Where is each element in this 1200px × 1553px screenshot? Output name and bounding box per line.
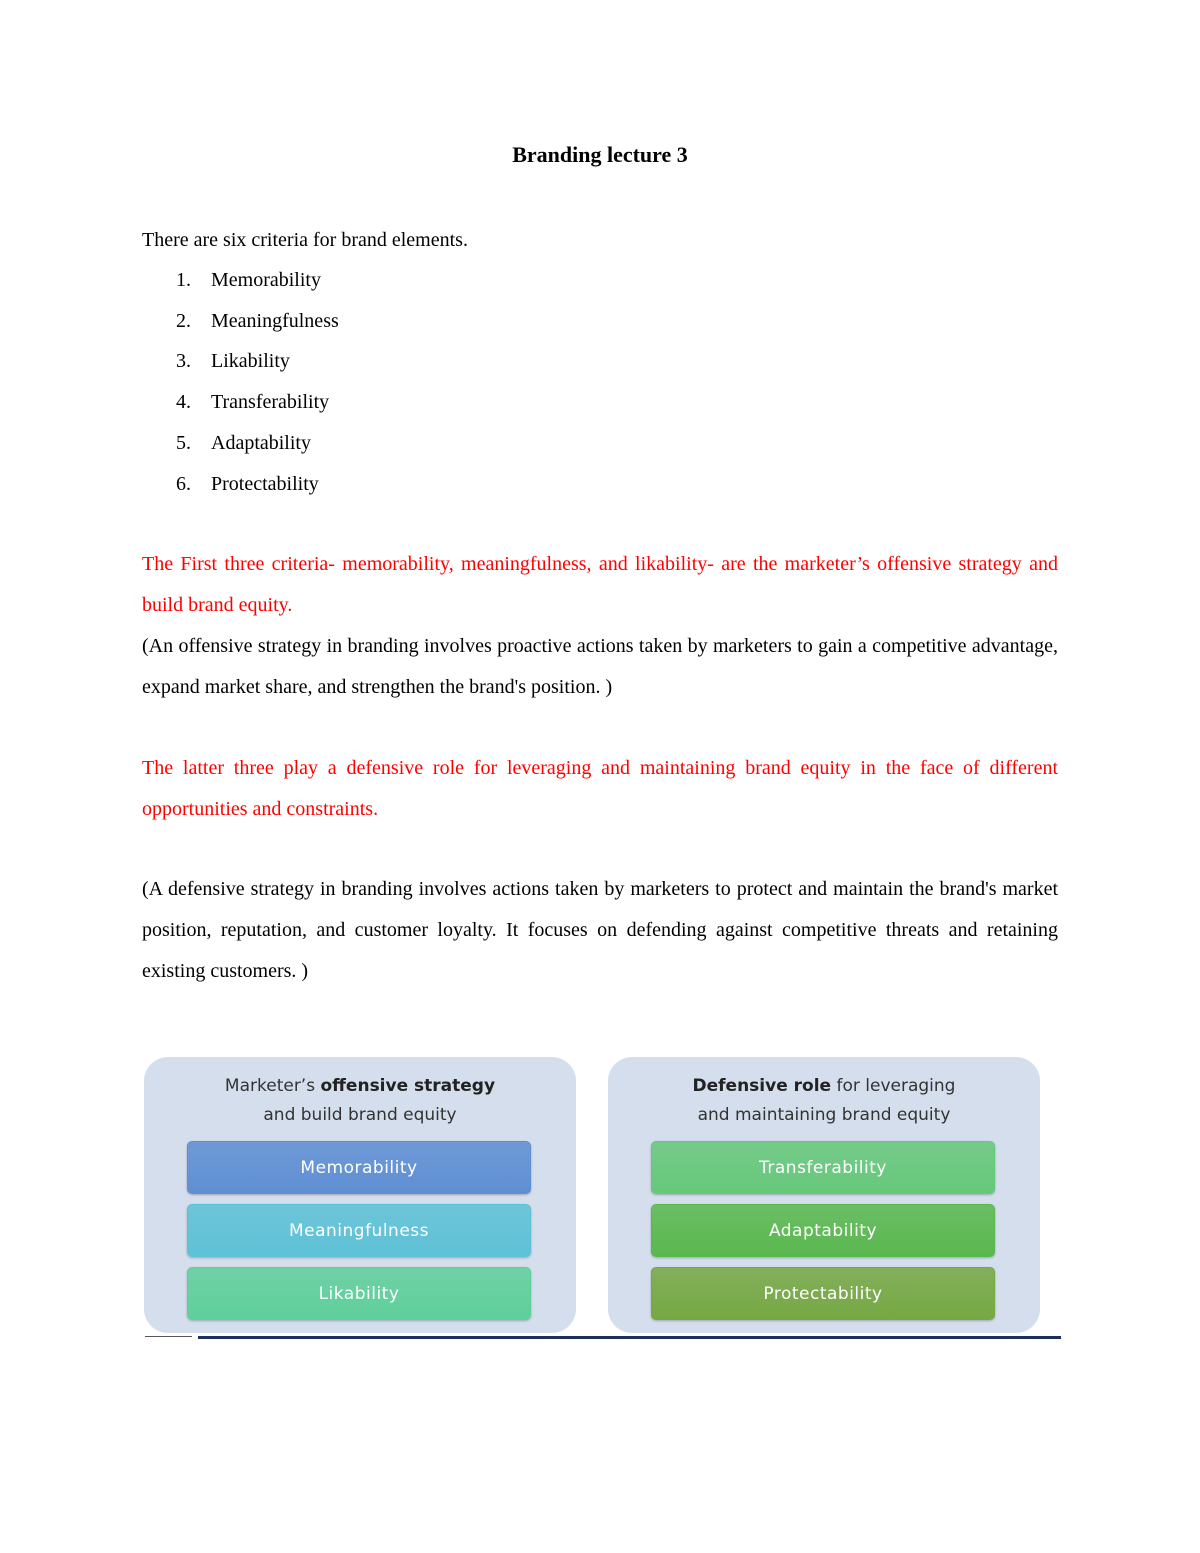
- diagram-underline-short: [145, 1336, 192, 1337]
- defensive-title-bold: Defensive role: [692, 1076, 832, 1096]
- defensive-criteria-paragraph: The latter three play a defensive role for leveraging and maintaining brand equity in the face of different opportunities and constraints.: [142, 757, 1058, 820]
- protectability-box: Protectability: [651, 1267, 995, 1320]
- offensive-title-line2: and build brand equity: [263, 1105, 457, 1125]
- adaptability-box: Adaptability: [651, 1204, 995, 1257]
- criteria-item: [142, 423, 339, 464]
- criteria-item: [142, 464, 339, 505]
- offensive-panel-title: [144, 1057, 576, 1130]
- criteria-label: Meaningfulness: [211, 309, 339, 332]
- criteria-number: 5.: [176, 431, 191, 454]
- criteria-label: Transferability: [211, 391, 330, 414]
- criteria-label: Likability: [211, 350, 290, 373]
- criteria-label: Memorability: [211, 269, 321, 291]
- criteria-item: [142, 301, 339, 342]
- criteria-item: [142, 260, 339, 301]
- criteria-number: 3.: [176, 350, 191, 373]
- offensive-criteria-paragraph: The First three criteria- memorability, meaningfulness, and likability- are the marketer’s offensive strategy and build brand equity.: [142, 553, 1058, 616]
- likability-box: Likability: [187, 1267, 531, 1320]
- criteria-number: 4.: [176, 391, 191, 414]
- defensive-title-suffix: for leveraging: [831, 1076, 956, 1096]
- diagram-underline: [198, 1336, 1061, 1339]
- criteria-number: 1.: [176, 269, 191, 291]
- criteria-item: [142, 382, 339, 423]
- criteria-number: 6.: [176, 472, 191, 495]
- criteria-label: Protectability: [211, 472, 319, 495]
- defensive-role-panel: [608, 1057, 1040, 1333]
- defensive-strategy-explanation: (A defensive strategy in branding involves actions taken by marketers to protect and maintain the brand's market position, reputation, and customer loyalty. It focuses on defending against competitive threats and retaining existing customers. ): [142, 878, 1058, 982]
- offensive-strategy-panel: [144, 1057, 576, 1333]
- brand-criteria-diagram: [142, 1055, 1062, 1345]
- offensive-title-bold: offensive strategy: [320, 1076, 496, 1096]
- intro-text: There are six criteria for brand elements.: [142, 229, 468, 251]
- memorability-box: Memorability: [187, 1141, 531, 1194]
- defensive-panel-title: [608, 1057, 1040, 1130]
- offensive-strategy-explanation: (An offensive strategy in branding involves proactive actions taken by marketers to gain a competitive advantage, expand market share, and strengthen the brand's position. ): [142, 635, 1058, 698]
- offensive-title-prefix: Marketer’s: [224, 1076, 321, 1096]
- defensive-title-line2: and maintaining brand equity: [697, 1105, 951, 1125]
- criteria-item: [142, 341, 339, 382]
- criteria-number: 2.: [176, 309, 191, 332]
- criteria-list: [142, 260, 339, 504]
- transferability-box: Transferability: [651, 1141, 995, 1194]
- page-title: Branding lecture 3: [512, 142, 688, 167]
- meaningfulness-box: Meaningfulness: [187, 1204, 531, 1257]
- criteria-label: Adaptability: [211, 431, 311, 454]
